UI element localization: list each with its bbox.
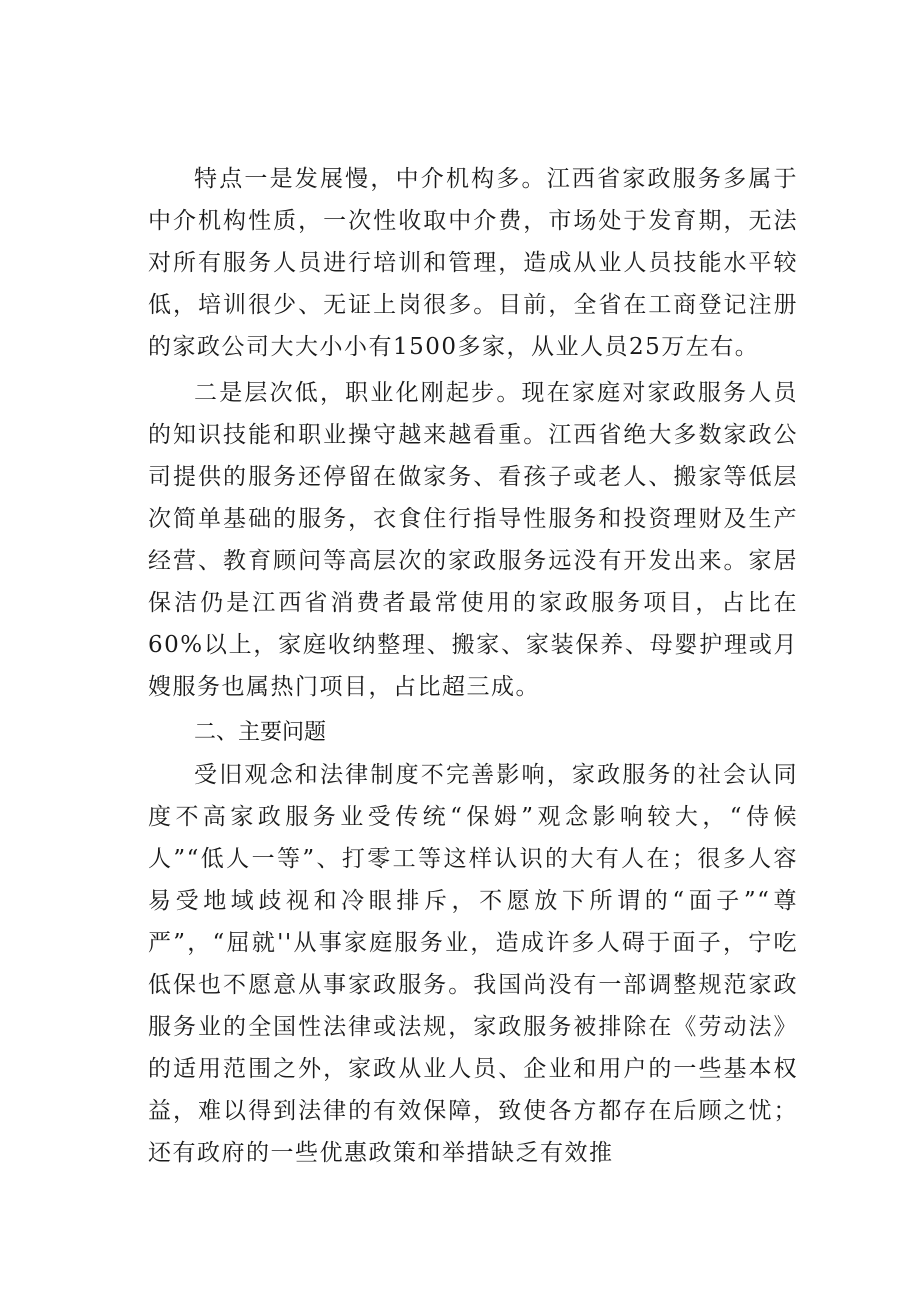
- paragraph-main-problems: 受旧观念和法律制度不完善影响，家政服务的社会认同度不高家政服务业受传统“保姆”观念影响较大，“侍候人”“低人一等”、打零工等这样认识的大有人在；很多人容易受地域歧视和冷眼排斥，不愿放下所谓的“面子”“尊严”，“屈就''从事家庭服务业，造成许多人碍于面子，宁吃低保也不愿意从事家政服务。我国尚没有一部调整规范家政服务业的全国性法律或法规，家政服务被排除在《劳动法》的适用范围之外，家政从业人员、企业和用户的一些基本权益，难以得到法律的有效保障，致使各方都存在后顾之忧；还有政府的一些优惠政策和举措缺乏有效推: [148, 762, 798, 1166]
- section-heading-main-problems: 二、主要问题: [194, 720, 327, 745]
- document-body: [148, 158, 798, 1178]
- paragraph-feature-one: 特点一是发展慢，中介机构多。江西省家政服务多属于中介机构性质，一次性收取中介费，市场处于发育期，无法对所有服务人员进行培训和管理，造成从业人员技能水平较低，培训很少、无证上岗很多。目前，全省在工商登记注册的家政公司大大小小有1500多家，从业人员25万左右。: [148, 166, 798, 360]
- paragraph-feature-two: 二是层次低，职业化刚起步。现在家庭对家政服务人员的知识技能和职业操守越来越看重。江西省绝大多数家政公司提供的服务还停留在做家务、看孩子或老人、搬家等低层次简单基础的服务，衣食住行指导性服务和投资理财及生产经营、教育顾问等高层次的家政服务远没有开发出来。家居保洁仍是江西省消费者最常使用的家政服务项目，占比在60%以上，家庭收纳整理、搬家、家装保养、母婴护理或月嫂服务也属热门项目，占比超三成。: [148, 380, 798, 700]
